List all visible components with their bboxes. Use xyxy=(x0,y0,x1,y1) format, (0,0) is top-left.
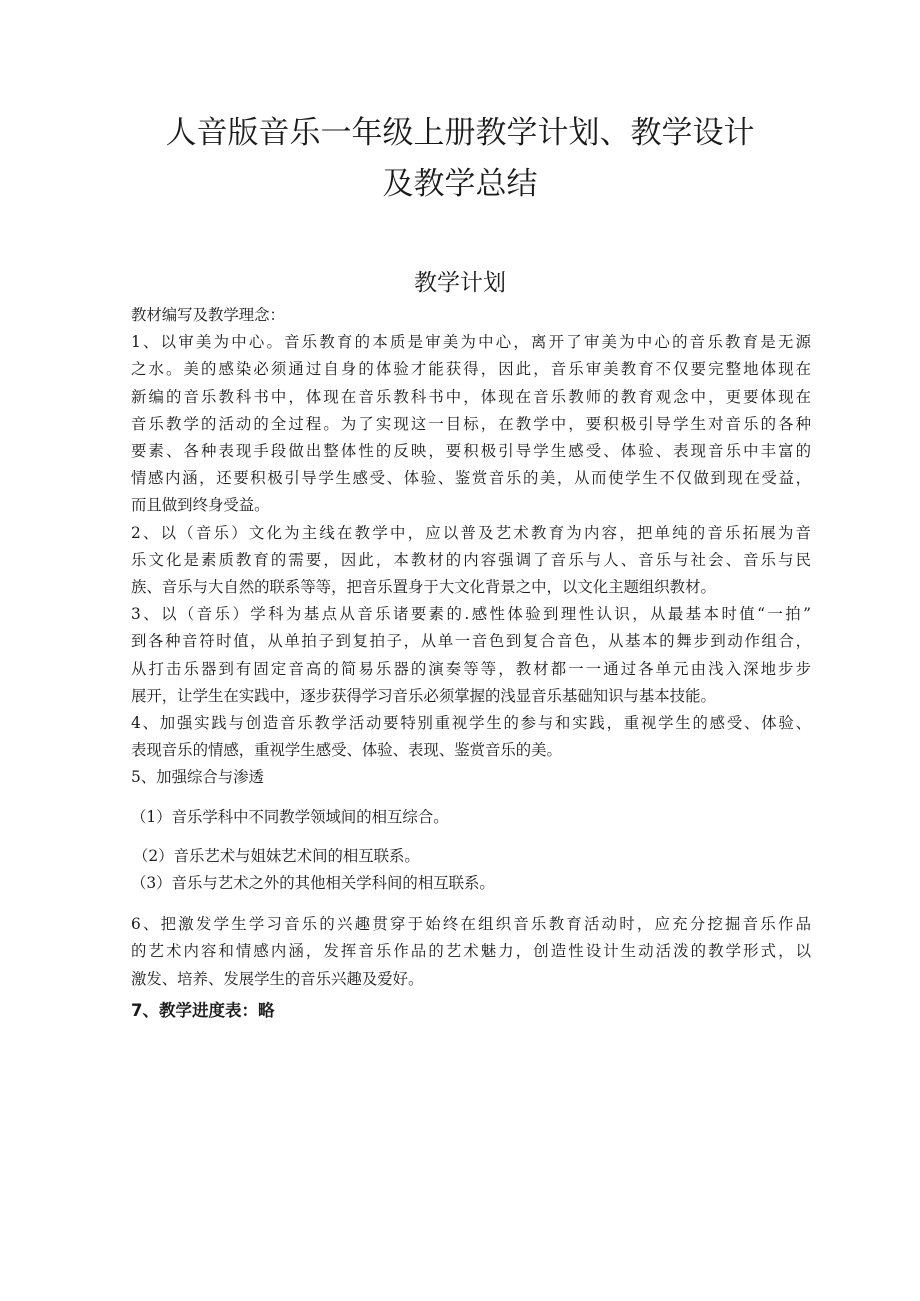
paragraph-line: 乐文化是素质教育的需要，因此，本教材的内容强调了音乐与人、音乐与社会、音乐与民 xyxy=(131,550,811,569)
list-item: （2）音乐艺术与姐妹艺术间的相互联系。 xyxy=(133,846,420,865)
paragraph-line: 之水。美的感染必须通过自身的体验才能获得，因此，音乐审美教育不仅要完整地体现在 xyxy=(131,360,811,379)
paragraph-line: 情感内涵，还要积极引导学生感受、体验、鉴赏音乐的美，从而使学生不仅做到现在受益， xyxy=(131,469,811,488)
paragraph-line: 的艺术内容和情感内涵，发挥音乐作品的艺术魅力，创造性设计生动活泼的教学形式，以 xyxy=(131,942,811,961)
paragraph-line: 6、把激发学生学习音乐的兴趣贯穿于始终在组织音乐教育活动时，应充分挖掘音乐作品 xyxy=(131,915,811,934)
paragraph-line: 2、以（音乐）文化为主线在教学中，应以普及艺术教育为内容，把单纯的音乐拓展为音 xyxy=(131,523,811,542)
document-title-line-1: 人音版音乐一年级上册教学计划、教学设计 xyxy=(165,115,755,151)
paragraph-line: 要素、各种表现手段做出整体性的反映，要积极引导学生感受、体验、表现音乐中丰富的 xyxy=(131,442,811,461)
paragraph-line: 从打击乐器到有固定音高的简易乐器的演奏等等，教材都一一通过各单元由浅入深地步步 xyxy=(131,659,811,678)
paragraph-line: 而且做到终身受益。 xyxy=(131,496,270,515)
paragraph-2 xyxy=(131,520,811,602)
document-title-line-2: 及教学总结 xyxy=(382,166,538,202)
paragraph-line: 激发、培养、发展学生的音乐兴趣及爱好。 xyxy=(131,969,424,988)
paragraph-line: 展开，让学生在实践中，逐步获得学习音乐必须掌握的浅显音乐基础知识与基本技能。 xyxy=(131,686,716,705)
paragraph-1 xyxy=(131,329,811,519)
intro-line: 教材编写及教学理念： xyxy=(131,306,285,324)
document-body xyxy=(131,302,811,1025)
list-item: （3）音乐与艺术之外的其他相关学科间的相互联系。 xyxy=(131,874,495,893)
paragraph-line: 4、加强实践与创造音乐教学活动要特别重视学生的参与和实践，重视学生的感受、体验、 xyxy=(131,714,811,733)
paragraph-line: 表现音乐的情感，重视学生感受、体验、表现、鉴赏音乐的美。 xyxy=(131,741,562,760)
paragraph-3 xyxy=(131,601,811,710)
paragraph-line: 到各种音符时值，从单拍子到复拍子，从单一音色到复合音色，从基本的舞步到动作组合， xyxy=(131,632,811,651)
paragraph-6 xyxy=(131,911,811,993)
paragraph-line: 族、音乐与大自然的联系等等，把音乐置身于大文化背景之中，以文化主题组织教材。 xyxy=(131,578,716,597)
paragraph-5-heading: 5、加强综合与渗透 xyxy=(131,768,264,787)
list-item: （1）音乐学科中不同教学领域间的相互综合。 xyxy=(131,807,449,826)
section-heading: 教学计划 xyxy=(414,270,506,296)
paragraph-4 xyxy=(131,710,811,764)
paragraph-line: 1、以审美为中心。音乐教育的本质是审美为中心，离开了审美为中心的音乐教育是无源 xyxy=(131,333,811,352)
paragraph-line: 音乐教学的活动的全过程。为了实现这一目标，在教学中，要积极引导学生对音乐的各种 xyxy=(131,414,811,433)
paragraph-line: 新编的音乐教科书中，体现在音乐教科书中，体现在音乐教师的教育观念中，更要体现在 xyxy=(131,387,811,406)
paragraph-line: 3、以（音乐）学科为基点从音乐诸要素的.感性体验到理性认识，从最基本时值“一拍” xyxy=(131,605,811,624)
paragraph-7-schedule: 7、教学进度表：略 xyxy=(131,1000,275,1020)
